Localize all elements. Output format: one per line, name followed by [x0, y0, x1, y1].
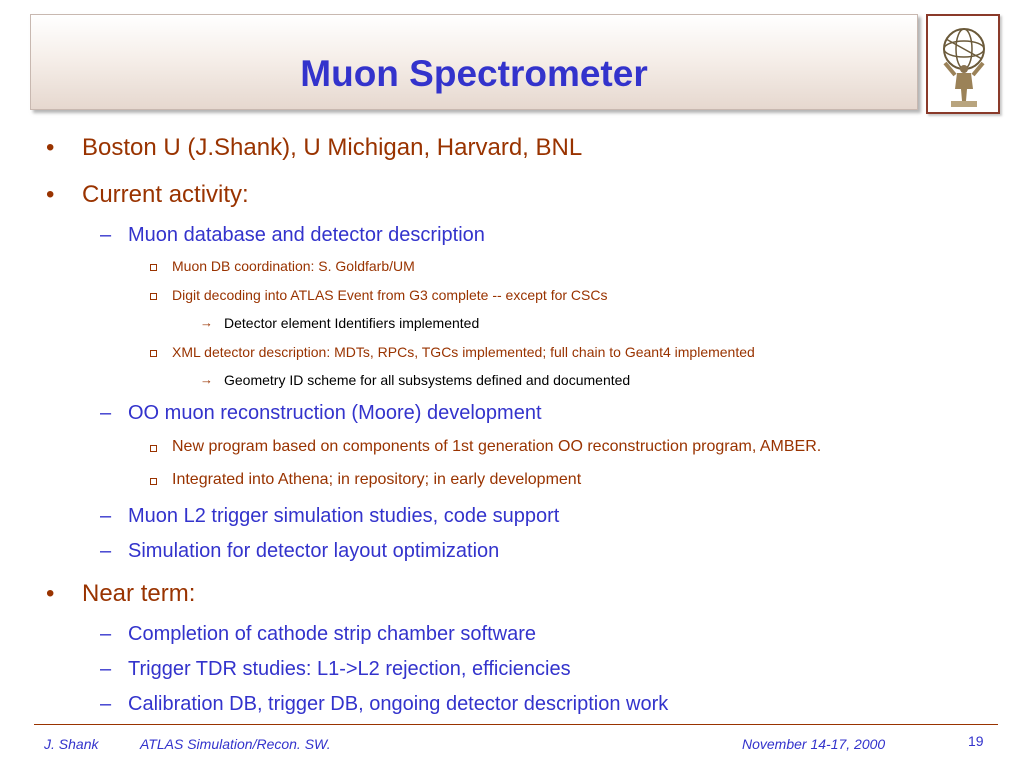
- detail-muon-db-coordination: [172, 257, 415, 275]
- detail-text: XML detector description: MDTs, RPCs, TGCs implemented; full chain to Geant4 implemented: [172, 344, 755, 360]
- dash-marker: –: [100, 623, 112, 645]
- bullet-text: Current activity:: [82, 181, 249, 208]
- square-bullet-icon: [150, 293, 157, 300]
- note-geometry-id: [200, 371, 631, 389]
- bullet-text: Near term:: [82, 580, 196, 607]
- bullet-near-term: [46, 580, 196, 608]
- dash-marker: –: [100, 402, 112, 424]
- bullet-marker: •: [46, 134, 55, 161]
- detail-xml-description: [172, 343, 755, 361]
- subitem-text: Trigger TDR studies: L1->L2 rejection, efficiencies: [128, 658, 571, 680]
- detail-new-program: [172, 437, 821, 457]
- square-bullet-icon: [150, 445, 157, 452]
- page-number: 19: [968, 733, 984, 749]
- dash-marker: –: [100, 693, 112, 715]
- title-banner: [30, 14, 918, 110]
- subitem-muon-database: [100, 223, 485, 247]
- subitem-text: Muon database and detector description: [128, 224, 485, 246]
- detail-integrated-athena: [172, 470, 581, 490]
- note-text: Geometry ID scheme for all subsystems defined and documented: [224, 372, 631, 388]
- subitem-simulation-layout: [100, 539, 500, 563]
- subitem-l2-trigger: [100, 504, 560, 528]
- detail-text: Muon DB coordination: S. Goldfarb/UM: [172, 258, 415, 274]
- subitem-calibration-db: [100, 692, 669, 716]
- atlas-logo: [926, 14, 1000, 114]
- bullet-current-activity: [46, 181, 249, 209]
- slide-title: Muon Spectrometer: [300, 53, 648, 94]
- atlas-figure-icon: [931, 19, 997, 111]
- square-bullet-icon: [150, 264, 157, 271]
- subitem-trigger-tdr: [100, 657, 571, 681]
- square-bullet-icon: [150, 478, 157, 485]
- footer-divider: [34, 724, 998, 725]
- bullet-collaborators: [46, 134, 583, 162]
- arrow-icon: →: [200, 372, 213, 387]
- subitem-text: OO muon reconstruction (Moore) development: [128, 402, 542, 424]
- detail-text: Digit decoding into ATLAS Event from G3 complete -- except for CSCs: [172, 287, 608, 303]
- subitem-cathode-strip: [100, 622, 536, 646]
- bullet-marker: •: [46, 580, 55, 607]
- arrow-icon: →: [200, 315, 213, 330]
- dash-marker: –: [100, 505, 112, 527]
- detail-text: New program based on components of 1st generation OO reconstruction program, AMBER.: [172, 438, 822, 455]
- subitem-text: Completion of cathode strip chamber software: [128, 623, 536, 645]
- detail-digit-decoding: [172, 286, 607, 304]
- footer-author: J. Shank: [44, 736, 99, 752]
- subitem-text: Simulation for detector layout optimization: [128, 540, 500, 562]
- note-detector-identifiers: [200, 314, 480, 332]
- dash-marker: –: [100, 224, 112, 246]
- subitem-text: Muon L2 trigger simulation studies, code support: [128, 505, 560, 527]
- bullet-text: Boston U (J.Shank), U Michigan, Harvard, BNL: [82, 134, 583, 161]
- note-text: Detector element Identifiers implemented: [224, 315, 480, 331]
- dash-marker: –: [100, 658, 112, 680]
- square-bullet-icon: [150, 350, 157, 357]
- subitem-oo-reconstruction: [100, 401, 542, 425]
- bullet-marker: •: [46, 181, 55, 208]
- footer-project: ATLAS Simulation/Recon. SW.: [140, 736, 331, 752]
- subitem-text: Calibration DB, trigger DB, ongoing detector description work: [128, 693, 669, 715]
- dash-marker: –: [100, 540, 112, 562]
- footer-date: November 14-17, 2000: [742, 736, 886, 752]
- detail-text: Integrated into Athena; in repository; in early development: [172, 471, 582, 488]
